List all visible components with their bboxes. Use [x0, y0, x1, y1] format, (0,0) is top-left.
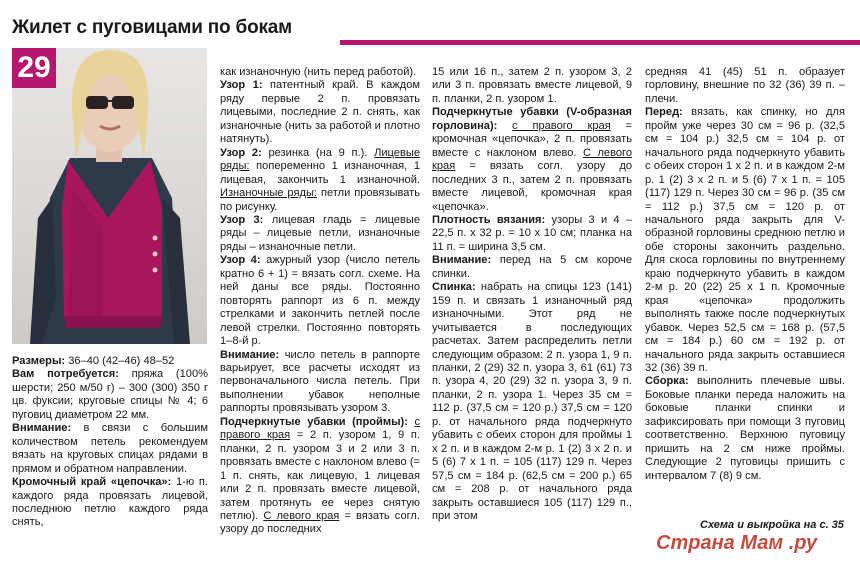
underlined-text: С левого края: [432, 146, 632, 173]
paragraph: [12, 355, 208, 368]
text-column-4: [645, 66, 845, 483]
text-column-3: [432, 66, 632, 523]
underlined-text: Изнаночные ряды:: [220, 187, 318, 200]
paragraph: [432, 66, 632, 106]
paragraph: [220, 79, 420, 146]
body-text: узоры 3 и 4 – 22,5 п. х 32 р. = 10 х 10 см; планка на 11 п. = ширина 3,5 см.: [432, 213, 632, 253]
paragraph: [432, 106, 632, 214]
body-text: в связи с большим количеством петель рекомендуем вязать на круговых спицах рядами в прямом и обратном направлении.: [12, 422, 208, 475]
body-text: = вязать согл. узору до последних: [220, 509, 420, 536]
bold-label: Внимание:: [432, 254, 500, 267]
paragraph: [12, 368, 208, 422]
body-text: пряжа (100% шерсти; 250 м/50 г) – 300 (300) 350 г цв. фуксии; круговые спицы № 4; 6 пуговиц диаметром 22 мм.: [12, 368, 208, 421]
paragraph: [220, 214, 420, 254]
bold-label: Узор 3:: [220, 213, 272, 226]
paragraph: [12, 476, 208, 530]
body-text: = кромочная «цепочка», 2 п. провязать вместе с наклоном влево.: [432, 119, 632, 159]
bold-label: Спинка:: [432, 281, 481, 294]
underlined-text: с правого края: [512, 119, 611, 132]
pattern-number: 29: [12, 48, 56, 88]
bold-label: Перед:: [645, 106, 692, 119]
body-text: петли провязывать по рисунку.: [220, 187, 420, 213]
paragraph: [220, 416, 420, 537]
bold-label: Внимание:: [220, 348, 285, 361]
body-text: 15 или 16 п., затем 2 п. узором 3, 2 или 3 п. провязать вместе лицевой, 9 п. планки, 2 п. узором 1.: [432, 66, 632, 105]
paragraph: [432, 214, 632, 254]
model-illustration: [12, 48, 207, 344]
site-watermark: Страна Мам .ру: [656, 532, 818, 554]
body-text: вязать, как спинку, но для пройм уже через 30 см = 96 р. (32,5 см = 104 р.) 32,5 см = 104 р. от начального ряда подчеркнуто убавить с обеих сторон 1 х 2 п. и в каждом 2-м р. 1 (2) 3 х 2 п. и 5 (6) 7 х 1 п. = 105 (117) 129 п. Через 30 см = 96 р. (35 см = 112 р.) 37,5 см = 120 р. от начального ряда закрыть для V-образной горловины среднюю петлю и обе стороны закончить раздельно. Для скоса горловины по внутреннему краю подчеркнуто убавить в каждом 2-м р. 20 (22) 25 х 1 п. Кромочные края «цепочка» продолжить выполнять также после подчеркнутых убавок. Через 52,5 см = 168 р. (57,5 см = 184 р.) 60 см = 192 р. от начального ряда закрыть оставшиеся 32 (36) 39 п.: [645, 106, 845, 374]
body-text: число петель в раппорте варьирует, все расчеты исходят из первоначального числа петель. При выполнении убавок неполные раппорты провязывать узором 3.: [220, 348, 420, 415]
paragraph: [645, 375, 845, 483]
body-text: резинка (на 9 п.).: [268, 146, 375, 159]
body-text: = вязать согл. узору до последних 3 п., затем 2 п. провязать вместе лицевой, кромочная края «цепочка».: [432, 160, 632, 213]
paragraph: [220, 66, 420, 79]
bold-label: Вам потребуется:: [12, 368, 132, 381]
text-column-2: [220, 66, 420, 537]
bold-label: Плотность вязания:: [432, 213, 552, 226]
accent-rule: [340, 40, 860, 45]
paragraph: [432, 254, 632, 281]
underlined-text: с правого края: [220, 415, 420, 442]
bold-label: Подчеркнутые убавки (V-образная горловина):: [432, 106, 632, 132]
underlined-text: С левого края: [263, 509, 340, 522]
paragraph: [12, 422, 208, 476]
body-text: = 2 п. узором 1, 9 п. планки, 2 п. узором 3 и 2 или 3 п. провязать вместе с наклоном влево (= 1 п. снять, как лицевую, 1 лицевая или 2 п. провязать вместе лицевой, затем протянуть ее через снятую петлю).: [220, 429, 420, 522]
body-text: как изнаночную (нить перед работой).: [220, 66, 417, 78]
paragraph: [645, 106, 845, 375]
body-text: ажурный узор (число петель кратно 6 + 1) = вязать согл. схеме. На ней даны все ряды. Постоянно повторять раппорт из 6 п. между стрелками и закончить петлей после левой стрелки. Постоянно повторять 1–8-й р.: [220, 254, 420, 348]
bold-label: Подчеркнутые убавки (проймы):: [220, 415, 415, 428]
bold-label: Кромочный край «цепочка»:: [12, 476, 177, 489]
underlined-text: Лицевые ряды:: [220, 146, 420, 173]
bold-label: Сборка:: [645, 375, 697, 388]
paragraph: [645, 66, 845, 106]
paragraph: [432, 281, 632, 523]
body-text: набрать на спицы 123 (141) 159 п. и связать 1 изнаночный ряд изнаночными. Этот ряд не учитывается в последующих расчетах. Затем распределить петли следующим образом: 2 п. узора 1, 9 п. планки, 2 (29) 32 п. узора 3, 61 (61) 73 п. узора 4, 20 (29) 32 п. узора 3, 9 п. планки, 2 п. узора 1. Через 35 см = 112 р. (37,5 см = 120 р.) 37,5 см = 120 р. от начального ряда подчеркнуто убавить с обеих сторон для проймы 1 х 2 п. и в каждом 2-м р. 1 (2) 3 х 2 п. и 5 (6) 7 х 1 п. = 105 (117) 129 п. Через 57,5 см = 184 р. (62,5 см = 200 р.) 65 см = 208 р. от начального ряда закрыть оставшиеся 105 (117) 129 п., при этом: [432, 281, 632, 522]
text-column-1: [12, 355, 208, 530]
body-text: 36–40 (42–46) 48–52: [68, 355, 175, 367]
body-text: выполнить плечевые швы. Боковые планки переда наложить на боковые планки спинки и зафиксировать при помощи 3 пуговиц соответственно. Верхнюю пуговицу пришить на 2 см ниже проймы. Следующие 2 пуговицы пришить с интервалом 7 (8) 9 см.: [645, 375, 845, 482]
schema-credit: Схема и выкройка на с. 35: [700, 519, 844, 531]
bold-label: Узор 2:: [220, 146, 269, 159]
body-text: лицевая гладь = лицевые ряды – лицевые петли, изнаночные ряды – изнаночные петли.: [220, 213, 421, 253]
bold-label: Размеры:: [12, 355, 69, 367]
paragraph: [220, 254, 420, 348]
body-text: 1-ю п. каждого ряда провязать лицевой, последнюю петлю каждого ряда снять,: [12, 476, 208, 529]
body-text: попеременно 1 изнаночная, 1 лицевая, закончить 1 изнаночной.: [220, 160, 420, 186]
page-title: Жилет с пуговицами по бокам: [12, 17, 293, 38]
paragraph: [220, 147, 420, 214]
header: [0, 0, 860, 46]
paragraph: [220, 349, 420, 416]
bold-label: Внимание:: [12, 422, 84, 435]
body-text: патентный край. В каждом ряду первые 2 п. провязать лицевыми, последние 2 п. снять, как изнаночные (нить за работой и плотно натянуть).: [220, 79, 420, 146]
body-text: средняя 41 (45) 51 п. образует горловину, внешние по 32 (36) 39 п. – плечи.: [645, 66, 845, 105]
body-text: перед на 5 см короче спинки.: [432, 254, 632, 280]
bold-label: Узор 1:: [220, 79, 271, 92]
model-photo: [12, 48, 207, 344]
bold-label: Узор 4:: [220, 254, 267, 267]
